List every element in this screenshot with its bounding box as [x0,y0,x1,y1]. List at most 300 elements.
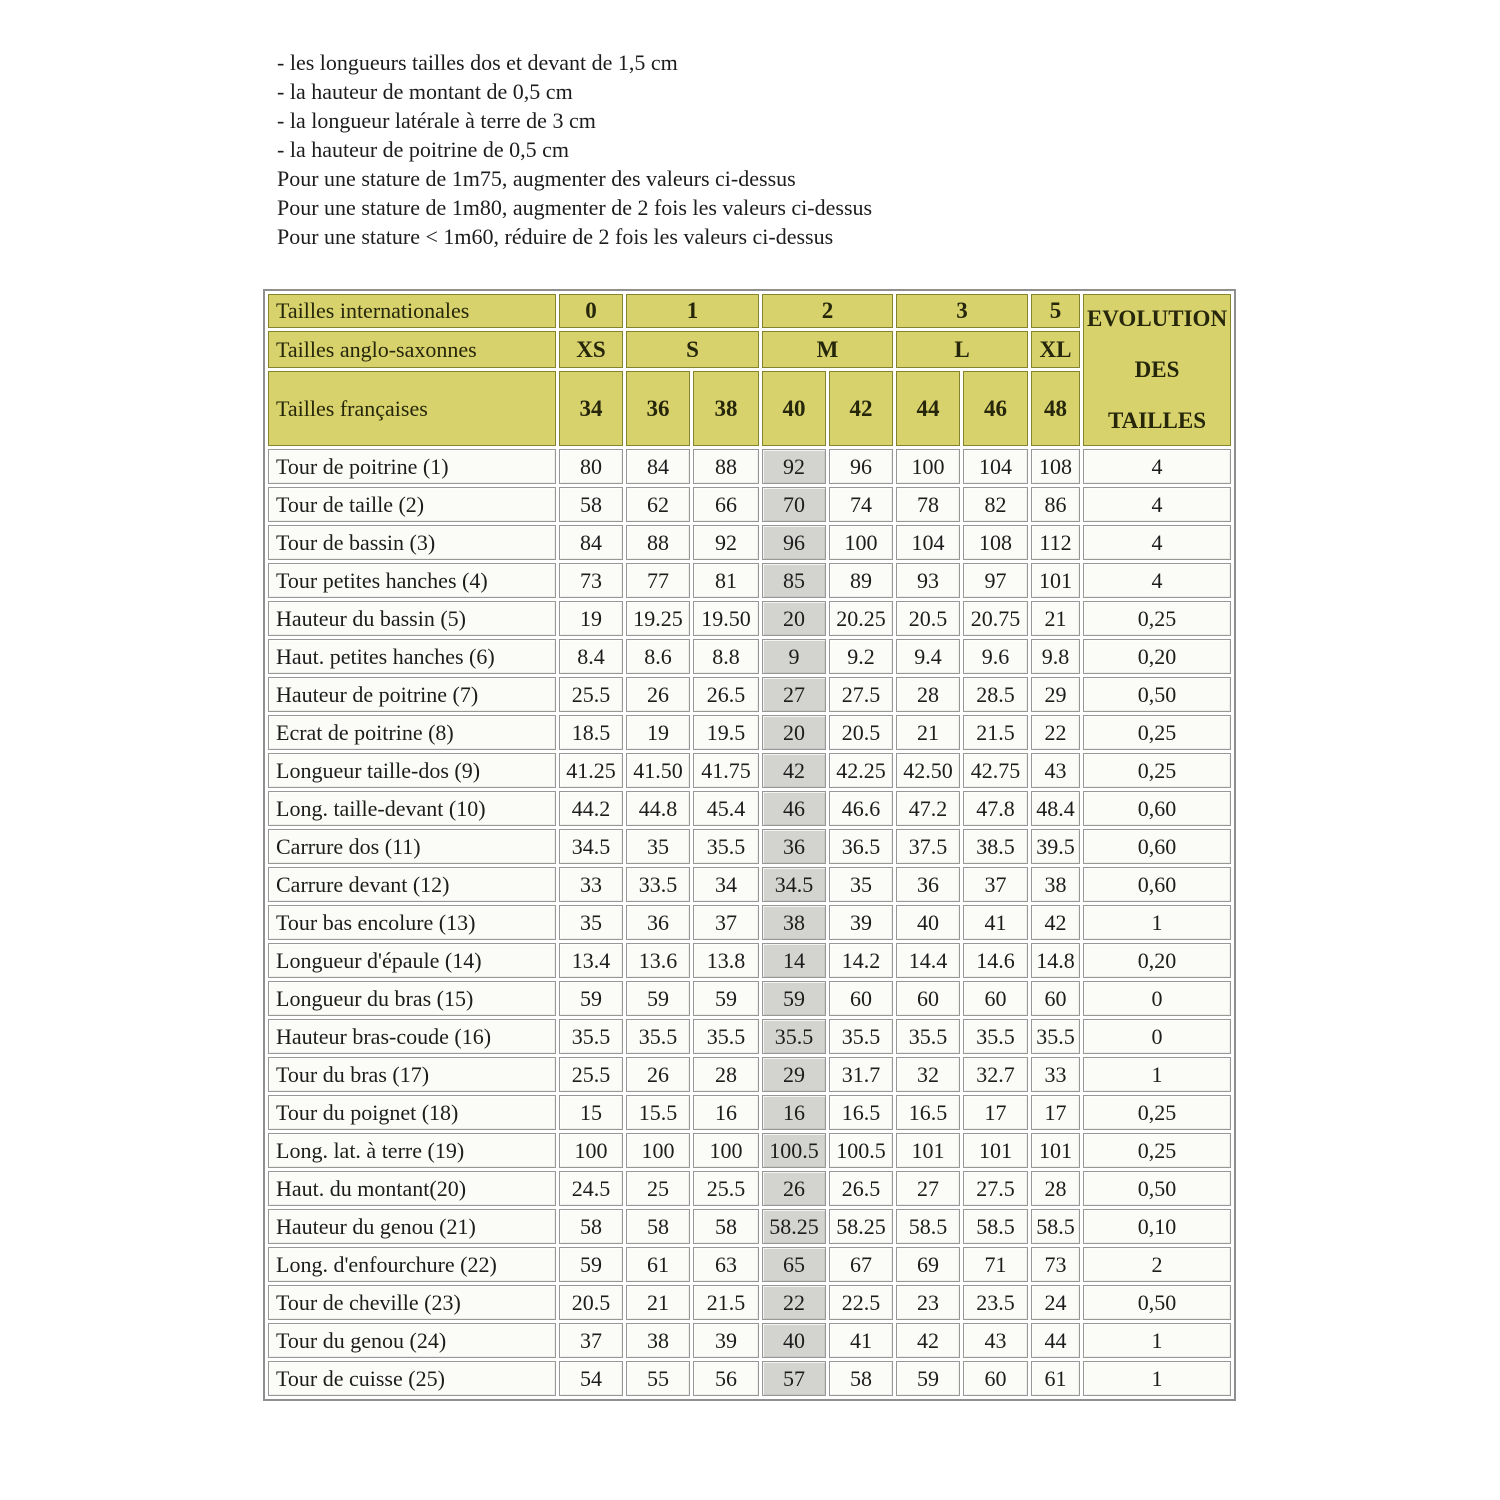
size-header-cell: XS [559,331,623,368]
measurement-value-cell: 92 [762,449,826,484]
measurement-value-cell: 38 [1031,867,1080,902]
measurement-value-cell: 108 [963,525,1028,560]
evolution-value-cell: 0,25 [1083,753,1231,788]
size-header-cell: 42 [829,371,893,446]
measurement-value-cell: 22 [1031,715,1080,750]
size-header-cell: 0 [559,294,623,328]
measurement-value-cell: 19.50 [693,601,759,636]
evolution-value-cell: 0,20 [1083,943,1231,978]
measurement-value-cell: 39 [829,905,893,940]
measurement-value-cell: 36.5 [829,829,893,864]
measurement-value-cell: 26.5 [693,677,759,712]
measurement-label-cell: Carrure dos (11) [268,829,556,864]
measurement-label-cell: Longueur taille-dos (9) [268,753,556,788]
measurement-value-cell: 40 [896,905,960,940]
measurement-value-cell: 58 [559,1209,623,1244]
table-row [268,1209,1231,1244]
table-body [268,449,1231,1396]
evolution-value-cell: 0,60 [1083,867,1231,902]
measurement-value-cell: 44.8 [626,791,690,826]
measurement-value-cell: 101 [1031,1133,1080,1168]
table-row [268,525,1231,560]
measurement-value-cell: 9.8 [1031,639,1080,674]
measurement-value-cell: 32 [896,1057,960,1092]
measurement-value-cell: 58 [626,1209,690,1244]
measurement-value-cell: 96 [762,525,826,560]
measurement-value-cell: 36 [896,867,960,902]
measurement-value-cell: 14.6 [963,943,1028,978]
measurement-label-cell: Tour de cuisse (25) [268,1361,556,1396]
table-row [268,829,1231,864]
measurement-value-cell: 42 [1031,905,1080,940]
measurement-value-cell: 40 [762,1323,826,1358]
size-header-cell: 36 [626,371,690,446]
measurement-table [263,289,1236,1401]
evolution-value-cell: 0,60 [1083,829,1231,864]
measurement-value-cell: 19.5 [693,715,759,750]
measurement-value-cell: 58.5 [896,1209,960,1244]
measurement-value-cell: 59 [559,981,623,1016]
evolution-value-cell: 1 [1083,1057,1231,1092]
measurement-value-cell: 101 [896,1133,960,1168]
note-line: Pour une stature de 1m75, augmenter des valeurs ci-dessus [277,166,796,191]
measurement-value-cell: 85 [762,563,826,598]
size-header-cell: 2 [762,294,893,328]
size-header-cell: 38 [693,371,759,446]
measurement-value-cell: 46.6 [829,791,893,826]
measurement-value-cell: 26 [762,1171,826,1206]
measurement-value-cell: 36 [762,829,826,864]
size-header-cell: 48 [1031,371,1080,446]
measurement-label-cell: Tour du genou (24) [268,1323,556,1358]
measurement-value-cell: 60 [963,1361,1028,1396]
measurement-value-cell: 36 [626,905,690,940]
measurement-value-cell: 101 [963,1133,1028,1168]
measurement-value-cell: 62 [626,487,690,522]
table-row [268,1019,1231,1054]
size-header-cell: L [896,331,1028,368]
measurement-value-cell: 74 [829,487,893,522]
size-header-cell: S [626,331,759,368]
measurement-value-cell: 29 [762,1057,826,1092]
measurement-value-cell: 41 [963,905,1028,940]
note-line: - les longueurs tailles dos et devant de 1,5 cm [277,50,678,75]
measurement-value-cell: 71 [963,1247,1028,1282]
measurement-label-cell: Ecrat de poitrine (8) [268,715,556,750]
measurement-value-cell: 27 [896,1171,960,1206]
measurement-value-cell: 66 [693,487,759,522]
measurement-label-cell: Tour du bras (17) [268,1057,556,1092]
measurement-label-cell: Tour du poignet (18) [268,1095,556,1130]
measurement-value-cell: 38 [762,905,826,940]
measurement-value-cell: 8.6 [626,639,690,674]
measurement-value-cell: 56 [693,1361,759,1396]
measurement-value-cell: 20.5 [829,715,893,750]
measurement-value-cell: 73 [1031,1247,1080,1282]
measurement-value-cell: 47.8 [963,791,1028,826]
table-row [268,1323,1231,1358]
measurement-value-cell: 100 [829,525,893,560]
measurement-value-cell: 59 [896,1361,960,1396]
measurement-value-cell: 17 [1031,1095,1080,1130]
measurement-value-cell: 58 [693,1209,759,1244]
evolution-value-cell: 0,50 [1083,677,1231,712]
measurement-value-cell: 58 [559,487,623,522]
measurement-value-cell: 31.7 [829,1057,893,1092]
measurement-value-cell: 13.8 [693,943,759,978]
measurement-value-cell: 33.5 [626,867,690,902]
measurement-value-cell: 17 [963,1095,1028,1130]
measurement-value-cell: 41.50 [626,753,690,788]
measurement-label-cell: Haut. petites hanches (6) [268,639,556,674]
measurement-value-cell: 88 [693,449,759,484]
measurement-label-cell: Hauteur du bassin (5) [268,601,556,636]
measurement-value-cell: 63 [693,1247,759,1282]
measurement-value-cell: 16.5 [896,1095,960,1130]
measurement-value-cell: 100 [559,1133,623,1168]
measurement-label-cell: Tour de cheville (23) [268,1285,556,1320]
measurement-value-cell: 60 [1031,981,1080,1016]
measurement-value-cell: 42.25 [829,753,893,788]
measurement-value-cell: 25.5 [559,677,623,712]
table-row [268,639,1231,674]
measurement-value-cell: 20.75 [963,601,1028,636]
measurement-value-cell: 112 [1031,525,1080,560]
table-row [268,943,1231,978]
measurement-value-cell: 21 [896,715,960,750]
size-header-cell: M [762,331,893,368]
table-row [268,715,1231,750]
measurement-value-cell: 45.4 [693,791,759,826]
measurement-value-cell: 70 [762,487,826,522]
evolution-value-cell: 1 [1083,1323,1231,1358]
measurement-value-cell: 59 [626,981,690,1016]
table-row [268,1171,1231,1206]
evolution-value-cell: 1 [1083,905,1231,940]
measurement-value-cell: 19 [626,715,690,750]
measurement-value-cell: 26 [626,1057,690,1092]
measurement-value-cell: 44 [1031,1323,1080,1358]
measurement-value-cell: 60 [896,981,960,1016]
measurement-value-cell: 59 [693,981,759,1016]
measurement-value-cell: 42 [762,753,826,788]
measurement-label-cell: Tour petites hanches (4) [268,563,556,598]
adjustment-notes [277,48,872,251]
measurement-value-cell: 20 [762,601,826,636]
table-header [268,294,1231,446]
measurement-value-cell: 42.75 [963,753,1028,788]
header-row-label: Tailles internationales [268,294,556,328]
measurement-value-cell: 41.75 [693,753,759,788]
measurement-value-cell: 38.5 [963,829,1028,864]
table-row [268,753,1231,788]
evolution-value-cell: 0,25 [1083,715,1231,750]
measurement-value-cell: 27.5 [963,1171,1028,1206]
measurement-value-cell: 29 [1031,677,1080,712]
measurement-value-cell: 28 [896,677,960,712]
evolution-value-cell: 0,25 [1083,1133,1231,1168]
measurement-value-cell: 15 [559,1095,623,1130]
evolution-value-cell: 0,50 [1083,1171,1231,1206]
measurement-label-cell: Hauteur bras-coude (16) [268,1019,556,1054]
note-line: Pour une stature de 1m80, augmenter de 2 fois les valeurs ci-dessus [277,195,873,220]
measurement-value-cell: 84 [559,525,623,560]
measurement-value-cell: 24.5 [559,1171,623,1206]
measurement-value-cell: 34 [693,867,759,902]
measurement-value-cell: 27 [762,677,826,712]
measurement-value-cell: 35.5 [1031,1019,1080,1054]
header-row-label: Tailles anglo-saxonnes [268,331,556,368]
measurement-value-cell: 28 [1031,1171,1080,1206]
measurement-value-cell: 8.8 [693,639,759,674]
table-row [268,563,1231,598]
measurement-label-cell: Haut. du montant(20) [268,1171,556,1206]
measurement-value-cell: 24 [1031,1285,1080,1320]
measurement-value-cell: 16 [762,1095,826,1130]
measurement-label-cell: Hauteur du genou (21) [268,1209,556,1244]
measurement-value-cell: 32.7 [963,1057,1028,1092]
size-header-cell: 3 [896,294,1028,328]
measurement-value-cell: 93 [896,563,960,598]
evolution-header-line: TAILLES [1107,408,1206,433]
measurement-label-cell: Longueur du bras (15) [268,981,556,1016]
measurement-value-cell: 16.5 [829,1095,893,1130]
measurement-value-cell: 9.2 [829,639,893,674]
measurement-value-cell: 54 [559,1361,623,1396]
table-row [268,677,1231,712]
measurement-value-cell: 61 [626,1247,690,1282]
measurement-value-cell: 58.5 [1031,1209,1080,1244]
table-row [268,867,1231,902]
measurement-value-cell: 20.25 [829,601,893,636]
measurement-value-cell: 73 [559,563,623,598]
header-row [268,294,1231,328]
measurement-value-cell: 9.4 [896,639,960,674]
measurement-value-cell: 14 [762,943,826,978]
measurement-value-cell: 33 [559,867,623,902]
measurement-value-cell: 92 [693,525,759,560]
measurement-value-cell: 22 [762,1285,826,1320]
size-header-cell: XL [1031,331,1080,368]
measurement-value-cell: 37 [963,867,1028,902]
size-header-cell: 44 [896,371,960,446]
table-row [268,791,1231,826]
measurement-label-cell: Hauteur de poitrine (7) [268,677,556,712]
measurement-value-cell: 69 [896,1247,960,1282]
measurement-value-cell: 33 [1031,1057,1080,1092]
measurement-value-cell: 8.4 [559,639,623,674]
measurement-value-cell: 35.5 [626,1019,690,1054]
table-row [268,1133,1231,1168]
table-row [268,487,1231,522]
measurement-value-cell: 59 [559,1247,623,1282]
measurement-value-cell: 27.5 [829,677,893,712]
header-row-label: Tailles françaises [268,371,556,446]
measurement-value-cell: 82 [963,487,1028,522]
measurement-value-cell: 39 [693,1323,759,1358]
measurement-value-cell: 25.5 [693,1171,759,1206]
measurement-value-cell: 18.5 [559,715,623,750]
evolution-value-cell: 0,25 [1083,1095,1231,1130]
measurement-value-cell: 67 [829,1247,893,1282]
measurement-value-cell: 35.5 [559,1019,623,1054]
note-line: - la hauteur de montant de 0,5 cm [277,79,573,104]
measurement-value-cell: 21.5 [963,715,1028,750]
evolution-value-cell: 0,60 [1083,791,1231,826]
measurement-value-cell: 96 [829,449,893,484]
measurement-value-cell: 9.6 [963,639,1028,674]
table-row [268,981,1231,1016]
measurement-value-cell: 86 [1031,487,1080,522]
evolution-value-cell: 0 [1083,1019,1231,1054]
measurement-value-cell: 58.5 [963,1209,1028,1244]
measurement-value-cell: 20 [762,715,826,750]
measurement-value-cell: 65 [762,1247,826,1282]
measurement-value-cell: 97 [963,563,1028,598]
size-header-cell: 46 [963,371,1028,446]
measurement-value-cell: 13.6 [626,943,690,978]
measurement-value-cell: 35 [559,905,623,940]
measurement-value-cell: 34.5 [559,829,623,864]
measurement-label-cell: Tour de poitrine (1) [268,449,556,484]
measurement-value-cell: 37 [693,905,759,940]
measurement-value-cell: 46 [762,791,826,826]
measurement-label-cell: Carrure devant (12) [268,867,556,902]
evolution-value-cell: 0 [1083,981,1231,1016]
measurement-value-cell: 48.4 [1031,791,1080,826]
measurement-value-cell: 104 [963,449,1028,484]
measurement-value-cell: 28 [693,1057,759,1092]
measurement-value-cell: 21 [1031,601,1080,636]
evolution-value-cell: 4 [1083,487,1231,522]
measurement-value-cell: 20.5 [559,1285,623,1320]
measurement-value-cell: 61 [1031,1361,1080,1396]
measurement-value-cell: 47.2 [896,791,960,826]
measurement-value-cell: 104 [896,525,960,560]
measurement-value-cell: 35.5 [829,1019,893,1054]
measurement-value-cell: 101 [1031,563,1080,598]
measurement-label-cell: Tour de bassin (3) [268,525,556,560]
measurement-value-cell: 42.50 [896,753,960,788]
size-header-cell: 1 [626,294,759,328]
measurement-value-cell: 108 [1031,449,1080,484]
measurement-value-cell: 57 [762,1361,826,1396]
measurement-value-cell: 25.5 [559,1057,623,1092]
measurement-label-cell: Long. d'enfourchure (22) [268,1247,556,1282]
measurement-value-cell: 55 [626,1361,690,1396]
measurement-value-cell: 19 [559,601,623,636]
measurement-value-cell: 23 [896,1285,960,1320]
measurement-value-cell: 35 [829,867,893,902]
measurement-value-cell: 84 [626,449,690,484]
table-row [268,1361,1231,1396]
evolution-value-cell: 0,50 [1083,1285,1231,1320]
measurement-value-cell: 43 [1031,753,1080,788]
note-line: - la hauteur de poitrine de 0,5 cm [277,137,570,162]
measurement-value-cell: 58.25 [762,1209,826,1244]
table-row [268,1285,1231,1320]
measurement-value-cell: 35 [626,829,690,864]
measurement-value-cell: 34.5 [762,867,826,902]
measurement-value-cell: 14.8 [1031,943,1080,978]
measurement-value-cell: 14.2 [829,943,893,978]
evolution-header-cell [1083,294,1231,446]
measurement-value-cell: 37.5 [896,829,960,864]
measurement-label-cell: Long. taille-devant (10) [268,791,556,826]
measurement-value-cell: 78 [896,487,960,522]
measurement-value-cell: 77 [626,563,690,598]
size-header-cell: 5 [1031,294,1080,328]
note-line: Pour une stature < 1m60, réduire de 2 fois les valeurs ci-dessus [277,224,834,249]
evolution-value-cell: 1 [1083,1361,1231,1396]
measurement-value-cell: 59 [762,981,826,1016]
measurement-value-cell: 44.2 [559,791,623,826]
table-row [268,1095,1231,1130]
measurement-value-cell: 41 [829,1323,893,1358]
evolution-value-cell: 4 [1083,563,1231,598]
measurement-value-cell: 38 [626,1323,690,1358]
measurement-value-cell: 43 [963,1323,1028,1358]
measurement-value-cell: 35.5 [963,1019,1028,1054]
table-row [268,449,1231,484]
evolution-value-cell: 0,25 [1083,601,1231,636]
measurement-value-cell: 60 [963,981,1028,1016]
evolution-value-cell: 0,20 [1083,639,1231,674]
measurement-value-cell: 26 [626,677,690,712]
measurement-value-cell: 35.5 [693,1019,759,1054]
table-row [268,905,1231,940]
measurement-value-cell: 89 [829,563,893,598]
measurement-value-cell: 16 [693,1095,759,1130]
table-row [268,601,1231,636]
measurement-value-cell: 21 [626,1285,690,1320]
measurement-value-cell: 19.25 [626,601,690,636]
measurement-value-cell: 35.5 [762,1019,826,1054]
table-row [268,1247,1231,1282]
measurement-value-cell: 100 [896,449,960,484]
size-header-cell: 34 [559,371,623,446]
measurement-value-cell: 25 [626,1171,690,1206]
measurement-value-cell: 35.5 [693,829,759,864]
measurement-value-cell: 100.5 [829,1133,893,1168]
measurement-value-cell: 9 [762,639,826,674]
measurement-value-cell: 13.4 [559,943,623,978]
measurement-value-cell: 88 [626,525,690,560]
evolution-header-line: DES [1134,357,1180,382]
measurement-value-cell: 100 [693,1133,759,1168]
measurement-value-cell: 26.5 [829,1171,893,1206]
measurement-label-cell: Tour de taille (2) [268,487,556,522]
evolution-value-cell: 4 [1083,449,1231,484]
measurement-value-cell: 15.5 [626,1095,690,1130]
evolution-value-cell: 0,10 [1083,1209,1231,1244]
measurement-value-cell: 80 [559,449,623,484]
measurement-label-cell: Tour bas encolure (13) [268,905,556,940]
measurement-value-cell: 21.5 [693,1285,759,1320]
measurement-value-cell: 35.5 [896,1019,960,1054]
measurement-value-cell: 100.5 [762,1133,826,1168]
measurement-value-cell: 60 [829,981,893,1016]
measurement-value-cell: 81 [693,563,759,598]
evolution-value-cell: 2 [1083,1247,1231,1282]
measurement-value-cell: 22.5 [829,1285,893,1320]
measurement-value-cell: 14.4 [896,943,960,978]
measurement-value-cell: 20.5 [896,601,960,636]
measurement-value-cell: 23.5 [963,1285,1028,1320]
measurement-label-cell: Longueur d'épaule (14) [268,943,556,978]
evolution-value-cell: 4 [1083,525,1231,560]
measurement-value-cell: 28.5 [963,677,1028,712]
